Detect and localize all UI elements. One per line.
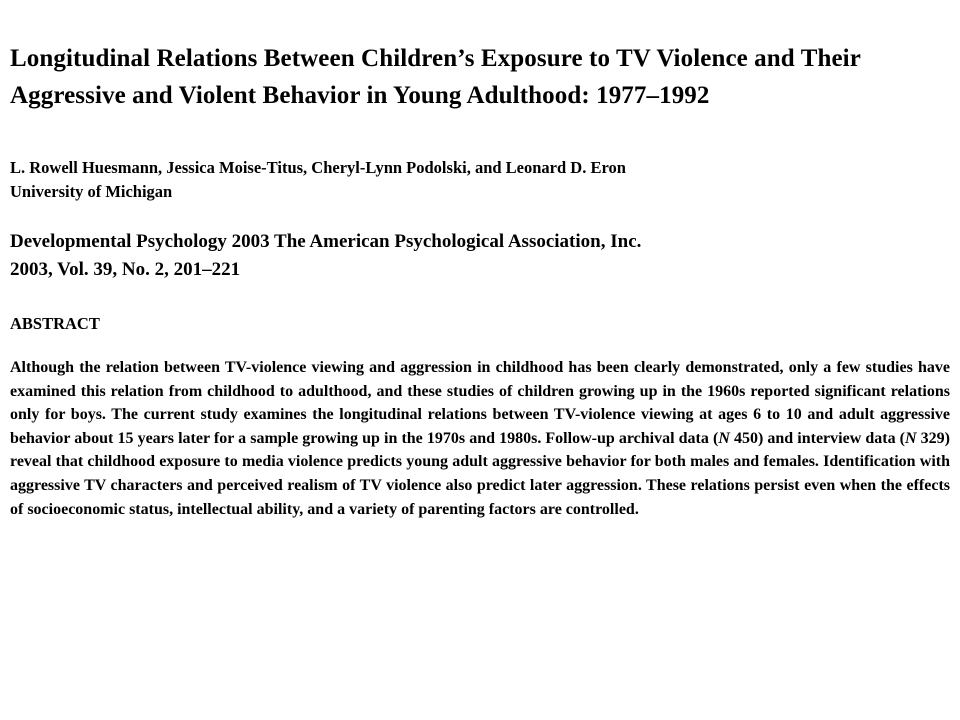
n-symbol-1: N: [718, 429, 730, 447]
abstract-body: [10, 356, 950, 521]
authors-block: [10, 156, 950, 204]
abstract-text-3: 329) reveal that childhood exposure to media violence predicts young adult aggressive behavior for both males and females. Identification with aggressive TV characters and perceived realism of TV violence also predict later aggression. These relations persist even when the effects of socioeconomic status, intellectual ability, and a variety of parenting factors are controlled.: [10, 429, 951, 518]
n-symbol-2: N: [905, 429, 917, 447]
journal-line: Developmental Psychology 2003 The American Psychological Association, Inc.: [10, 231, 642, 252]
abstract-text-1: Although the relation between TV-violence viewing and aggression in childhood has been clearly demonstrated, only a few studies have examined this relation from childhood to adulthood, and these studies of children growing up in the 1960s reported significant relations only for boys. The current study examines the longitudinal relations between TV-violence viewing at ages 6 to 10 and adult aggressive behavior about 15 years later for a sample growing up in the 1970s and 1980s. Follow-up archival data (: [10, 359, 950, 447]
paper-title: Longitudinal Relations Between Children’s Exposure to TV Violence and Their Aggressive and Violent Behavior in Young Adulthood: 1977–1992: [10, 45, 861, 109]
abstract-text-2: 450) and interview data (: [729, 429, 906, 447]
paper-page: [10, 40, 950, 521]
affiliation: University of Michigan: [10, 182, 173, 201]
author-list: L. Rowell Huesmann, Jessica Moise-Titus, Cheryl-Lynn Podolski, and Leonard D. Eron: [10, 158, 626, 177]
journal-citation: [10, 228, 950, 284]
abstract-heading: ABSTRACT: [10, 314, 100, 333]
volume-line: 2003, Vol. 39, No. 2, 201–221: [10, 259, 241, 280]
